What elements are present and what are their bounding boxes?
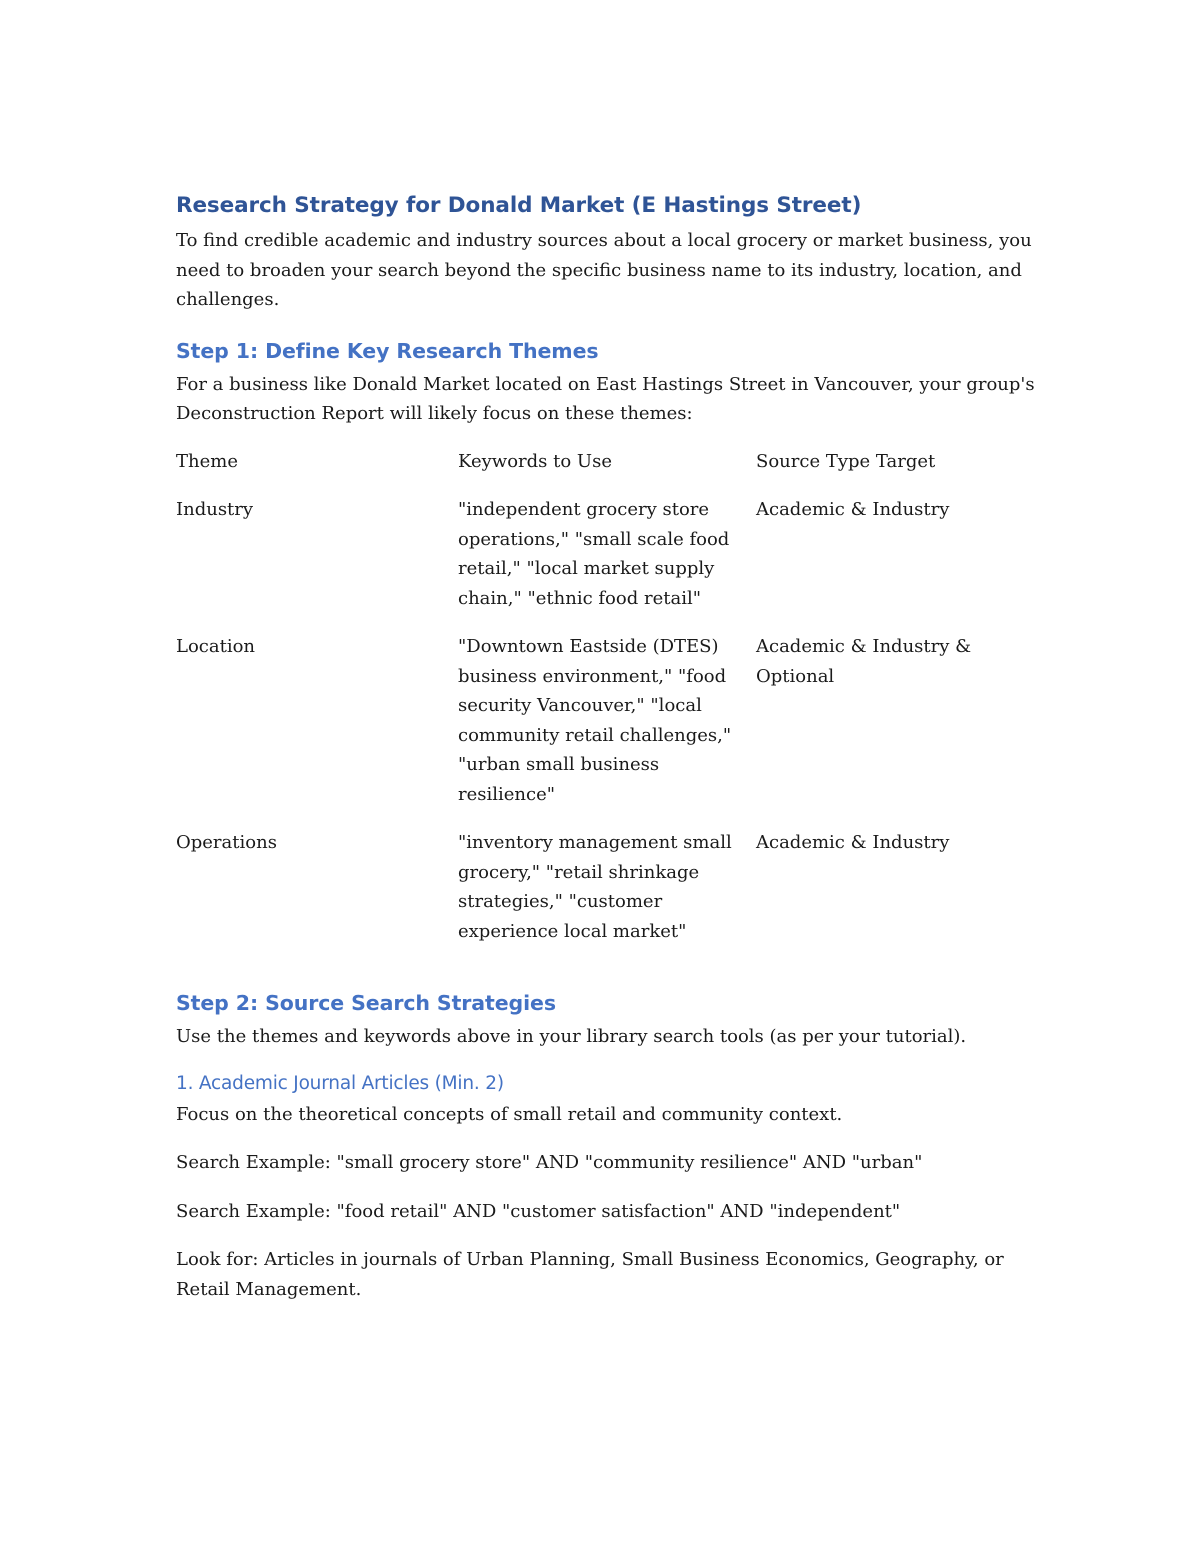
step2-heading: Step 2: Source Search Strategies bbox=[176, 991, 556, 1015]
step1-intro-paragraph: For a business like Donald Market located on East Hastings Street in Vancouver, your group's Deconstruction Report will likely focus on these themes: bbox=[176, 373, 1035, 424]
header-theme: Theme bbox=[176, 450, 238, 472]
cell-keywords: "Downtown Eastside (DTES) business environment," "food security Vancouver," "local community retail challenges," "urban small business resilience" bbox=[458, 636, 732, 805]
document-page bbox=[176, 190, 1036, 1304]
research-themes-table bbox=[176, 447, 1018, 947]
table-header-row bbox=[176, 447, 1018, 496]
cell-theme: Location bbox=[176, 636, 256, 657]
table-row bbox=[176, 632, 1018, 828]
cell-source-type: Academic & Industry & Optional bbox=[756, 636, 972, 687]
document-title: Research Strategy for Donald Market (E Hastings Street) bbox=[176, 193, 862, 218]
step2-intro-paragraph: Use the themes and keywords above in your library search tools (as per your tutorial). bbox=[176, 1026, 967, 1047]
cell-keywords: "independent grocery store operations," "small scale food retail," "local market supply chain," "ethnic food retail" bbox=[458, 499, 730, 609]
header-source-type: Source Type Target bbox=[756, 450, 936, 472]
cell-keywords: "inventory management small grocery," "retail shrinkage strategies," "customer experience local market" bbox=[458, 832, 732, 942]
academic-articles-heading: 1. Academic Journal Articles (Min. 2) bbox=[176, 1072, 504, 1094]
search-example-2: Search Example: "food retail" AND "customer satisfaction" AND "independent" bbox=[176, 1200, 901, 1222]
intro-paragraph: To find credible academic and industry sources about a local grocery or market business, you need to broaden your search beyond the specific business name to its industry, location, and challenges. bbox=[176, 230, 1032, 310]
section-spacer bbox=[176, 946, 1036, 988]
look-for-paragraph: Look for: Articles in journals of Urban Planning, Small Business Economics, Geography, or Retail Management. bbox=[176, 1249, 1004, 1300]
cell-source-type: Academic & Industry bbox=[756, 832, 950, 853]
table-row bbox=[176, 495, 1018, 632]
cell-theme: Operations bbox=[176, 832, 277, 853]
step1-heading: Step 1: Define Key Research Themes bbox=[176, 338, 599, 363]
cell-theme: Industry bbox=[176, 499, 254, 520]
header-keywords: Keywords to Use bbox=[458, 450, 612, 472]
table-row bbox=[176, 828, 1018, 946]
search-example-1: Search Example: "small grocery store" AND "community resilience" AND "urban" bbox=[176, 1152, 923, 1173]
academic-focus-paragraph: Focus on the theoretical concepts of small retail and community context. bbox=[176, 1103, 843, 1125]
cell-source-type: Academic & Industry bbox=[756, 499, 950, 520]
